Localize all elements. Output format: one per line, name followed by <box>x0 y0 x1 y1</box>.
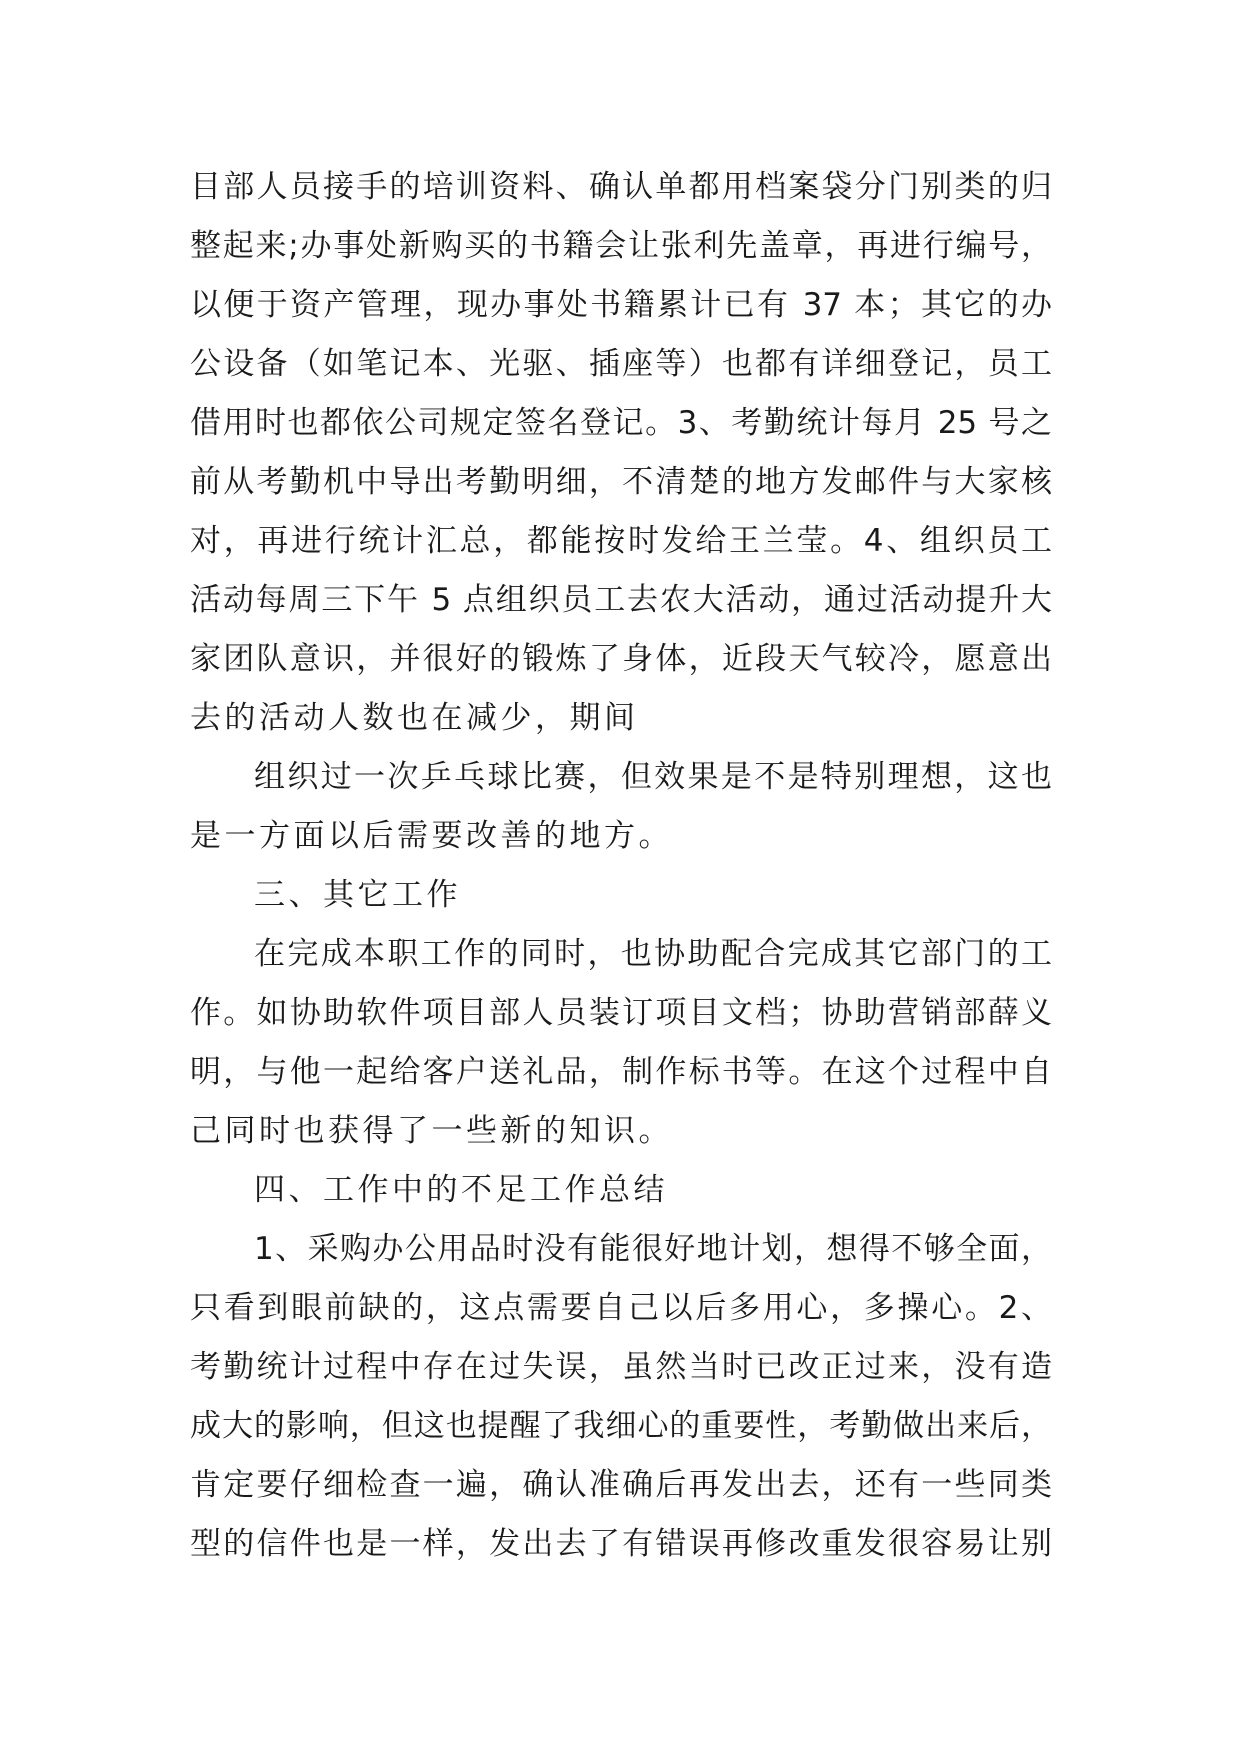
text-line: 目部人员接手的培训资料、确认单都用档案袋分门别类的归 <box>190 169 1052 205</box>
text-line: 借用时也都依公司规定签名登记。3、考勤统计每月 25 号之 <box>190 405 1052 441</box>
text-line: 肯定要仔细检查一遍，确认准确后再发出去，还有一些同类 <box>190 1467 1052 1503</box>
text-line: 考勤统计过程中存在过失误，虽然当时已改正过来，没有造 <box>190 1349 1052 1385</box>
text-line: 是一方面以后需要改善的地方。 <box>190 818 673 854</box>
text-line: 以便于资产管理，现办事处书籍累计已有 37 本；其它的办 <box>190 287 1052 323</box>
text-line: 前从考勤机中导出考勤明细，不清楚的地方发邮件与大家核 <box>190 464 1052 500</box>
text-line: 对，再进行统计汇总，都能按时发给王兰莹。4、组织员工 <box>190 523 1052 559</box>
text-line: 三、其它工作 <box>254 877 461 913</box>
text-line: 公设备（如笔记本、光驱、插座等）也都有详细登记，员工 <box>190 346 1052 382</box>
text-line: 只看到眼前缺的，这点需要自己以后多用心，多操心。2、 <box>190 1290 1052 1326</box>
document-body <box>190 158 1052 1574</box>
text-line: 活动每周三下午 5 点组织员工去农大活动，通过活动提升大 <box>190 582 1052 618</box>
text-line: 型的信件也是一样，发出去了有错误再修改重发很容易让别 <box>190 1526 1052 1562</box>
text-line: 明，与他一起给客户送礼品，制作标书等。在这个过程中自 <box>190 1054 1052 1090</box>
text-line: 成大的影响，但这也提醒了我细心的重要性，考勤做出来后， <box>190 1408 1052 1444</box>
text-line: 在完成本职工作的同时，也协助配合完成其它部门的工 <box>254 936 1052 972</box>
text-line: 己同时也获得了一些新的知识。 <box>190 1113 673 1149</box>
text-line: 去的活动人数也在减少，期间 <box>190 700 639 736</box>
text-line: 作。如协助软件项目部人员装订项目文档；协助营销部薛义 <box>190 995 1052 1031</box>
text-line: 组织过一次乒乓球比赛，但效果是不是特别理想，这也 <box>254 759 1052 795</box>
text-line: 整起来;办事处新购买的书籍会让张利先盖章，再进行编号， <box>190 228 1052 264</box>
text-line: 家团队意识，并很好的锻炼了身体，近段天气较冷，愿意出 <box>190 641 1052 677</box>
text-line: 1、采购办公用品时没有能很好地计划，想得不够全面， <box>254 1231 1052 1267</box>
text-line: 四、工作中的不足工作总结 <box>254 1172 668 1208</box>
